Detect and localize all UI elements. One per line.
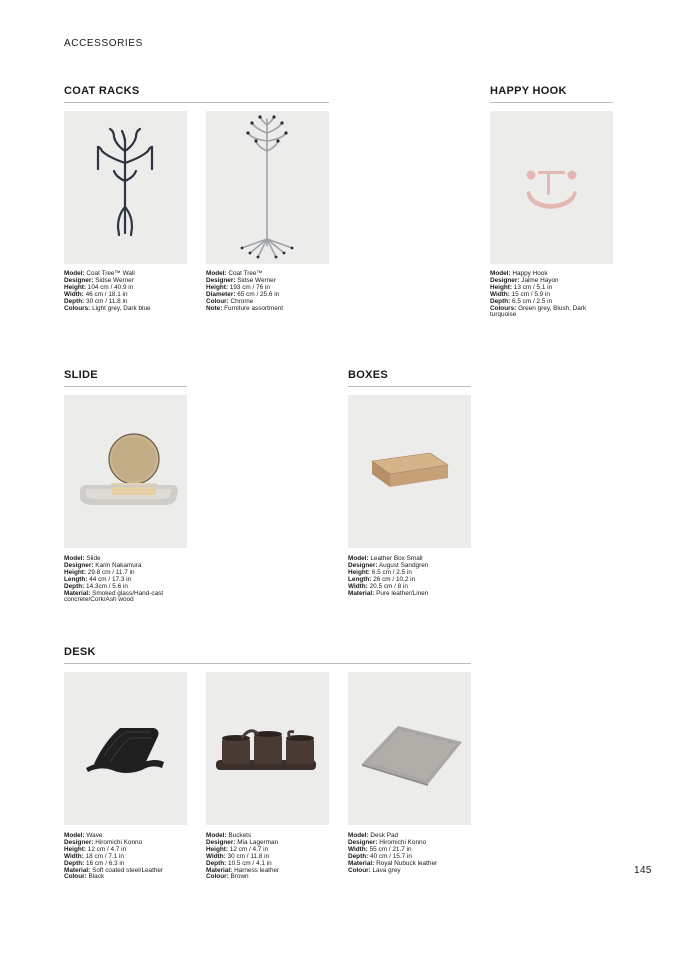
spec-row: Material: Smoked glass/Hand-cast concrete/Cork/Ash wood [64, 589, 164, 604]
spec-row: Height: 12 cm / 4.7 in [64, 845, 127, 853]
spec-list-desk-pad [348, 833, 471, 874]
section-divider [64, 102, 329, 103]
section-title-slide: SLIDE [64, 369, 98, 381]
spec-row: Width: 18 cm / 7.1 in [64, 852, 124, 860]
spec-row: Depth: 40 cm / 15.7 in [348, 852, 412, 860]
spec-row: Model: Desk Pad [348, 832, 399, 839]
spec-list-buckets [206, 833, 329, 881]
spec-row: Note: Furniture assortment [206, 304, 284, 312]
section-divider [348, 386, 471, 387]
spec-row: Colour: Chrome [206, 297, 254, 305]
spec-list-wave [64, 833, 187, 881]
spec-row: Colour: Lava grey [348, 866, 401, 874]
spec-row: Depth: 16 cm / 6.3 in [64, 859, 125, 867]
spec-row: Colour: Black [64, 873, 105, 881]
page-number: 145 [634, 865, 652, 876]
product-image-leather-box [348, 395, 471, 548]
spec-row: Designer: Jaime Hayon [490, 276, 559, 284]
section-title-happy-hook: HAPPY HOOK [490, 85, 567, 97]
spec-row: Designer: Hiromichi Konno [348, 838, 427, 846]
spec-list-coat-tree [206, 271, 329, 312]
spec-row: Width: 55 cm / 21.7 in [348, 845, 412, 853]
spec-row: Model: Buckets [206, 832, 252, 839]
spec-row: Depth: 10.5 cm / 4.1 in [206, 859, 272, 867]
product-image-desk-pad [348, 672, 471, 825]
spec-row: Designer: Karin Nakamura [64, 561, 142, 569]
spec-row: Height: 104 cm / 40.9 in [64, 283, 134, 291]
spec-row: Width: 46 cm / 18.1 in [64, 290, 128, 298]
product-image-coat-tree [206, 111, 329, 264]
spec-row: Model: Happy Hook [490, 270, 548, 277]
spec-row: Colours: Light grey, Dark blue [64, 304, 151, 312]
spec-row: Model: Leather Box Small [348, 555, 423, 562]
spec-row: Material: Royal Nubuck leather [348, 859, 438, 867]
spec-row: Width: 20.5 cm / 8 in [348, 582, 408, 590]
product-image-happy-hook [490, 111, 613, 264]
spec-row: Length: 44 cm / 17.3 in [64, 575, 132, 583]
section-title-boxes: BOXES [348, 369, 389, 381]
product-image-coat-tree-wall [64, 111, 187, 264]
spec-row: Designer: Mia Lagerman [206, 838, 279, 846]
product-image-wave [64, 672, 187, 825]
spec-list-leather-box [348, 556, 471, 597]
spec-list-coat-tree-wall [64, 271, 187, 312]
spec-row: Colour: Brown [206, 873, 249, 881]
spec-row: Designer: Hiromichi Konno [64, 838, 143, 846]
spec-row: Model: Coat Tree™ [206, 270, 263, 277]
spec-list-slide [64, 556, 187, 604]
spec-row: Height: 6.5 cm / 2.5 in [348, 568, 412, 576]
spec-row: Material: Harness leather [206, 866, 280, 874]
spec-list-happy-hook [490, 271, 613, 319]
spec-row: Designer: August Sandgren [348, 561, 429, 569]
spec-row: Model: Slide [64, 555, 101, 562]
section-title-desk: DESK [64, 646, 96, 658]
spec-row: Height: 13 cm / 5.1 in [490, 283, 553, 291]
spec-row: Depth: 30 cm / 11.8 in [64, 297, 128, 305]
spec-row: Material: Pure leather/Linen [348, 589, 429, 597]
section-title-coat-racks: COAT RACKS [64, 85, 140, 97]
spec-row: Width: 30 cm / 11.8 in [206, 852, 270, 860]
spec-row: Colours: Green grey, Blush, Dark turquoise [490, 304, 587, 319]
spec-row: Diameter: 65 cm / 25.6 in [206, 290, 280, 298]
spec-row: Height: 193 cm / 76 in [206, 283, 270, 291]
section-divider [64, 386, 187, 387]
spec-row: Height: 12 cm / 4.7 in [206, 845, 269, 853]
page-header: ACCESSORIES [64, 38, 143, 49]
spec-row: Width: 15 cm / 5.9 in [490, 290, 550, 298]
spec-row: Length: 26 cm / 10.2 in [348, 575, 416, 583]
spec-row: Height: 29.8 cm / 11.7 in [64, 568, 135, 576]
spec-row: Model: Wave [64, 832, 103, 839]
spec-row: Designer: Sidse Werner [206, 276, 276, 284]
spec-row: Material: Soft coated steel/Leather [64, 866, 164, 874]
spec-row: Depth: 6.5 cm / 2.5 in [490, 297, 553, 305]
spec-row: Designer: Sidse Werner [64, 276, 134, 284]
spec-row: Depth: 14.3cm / 5.6 in [64, 582, 128, 590]
section-divider [490, 102, 613, 103]
product-image-buckets [206, 672, 329, 825]
spec-row: Model: Coat Tree™ Wall [64, 270, 135, 277]
section-divider [64, 663, 471, 664]
product-image-slide [64, 395, 187, 548]
